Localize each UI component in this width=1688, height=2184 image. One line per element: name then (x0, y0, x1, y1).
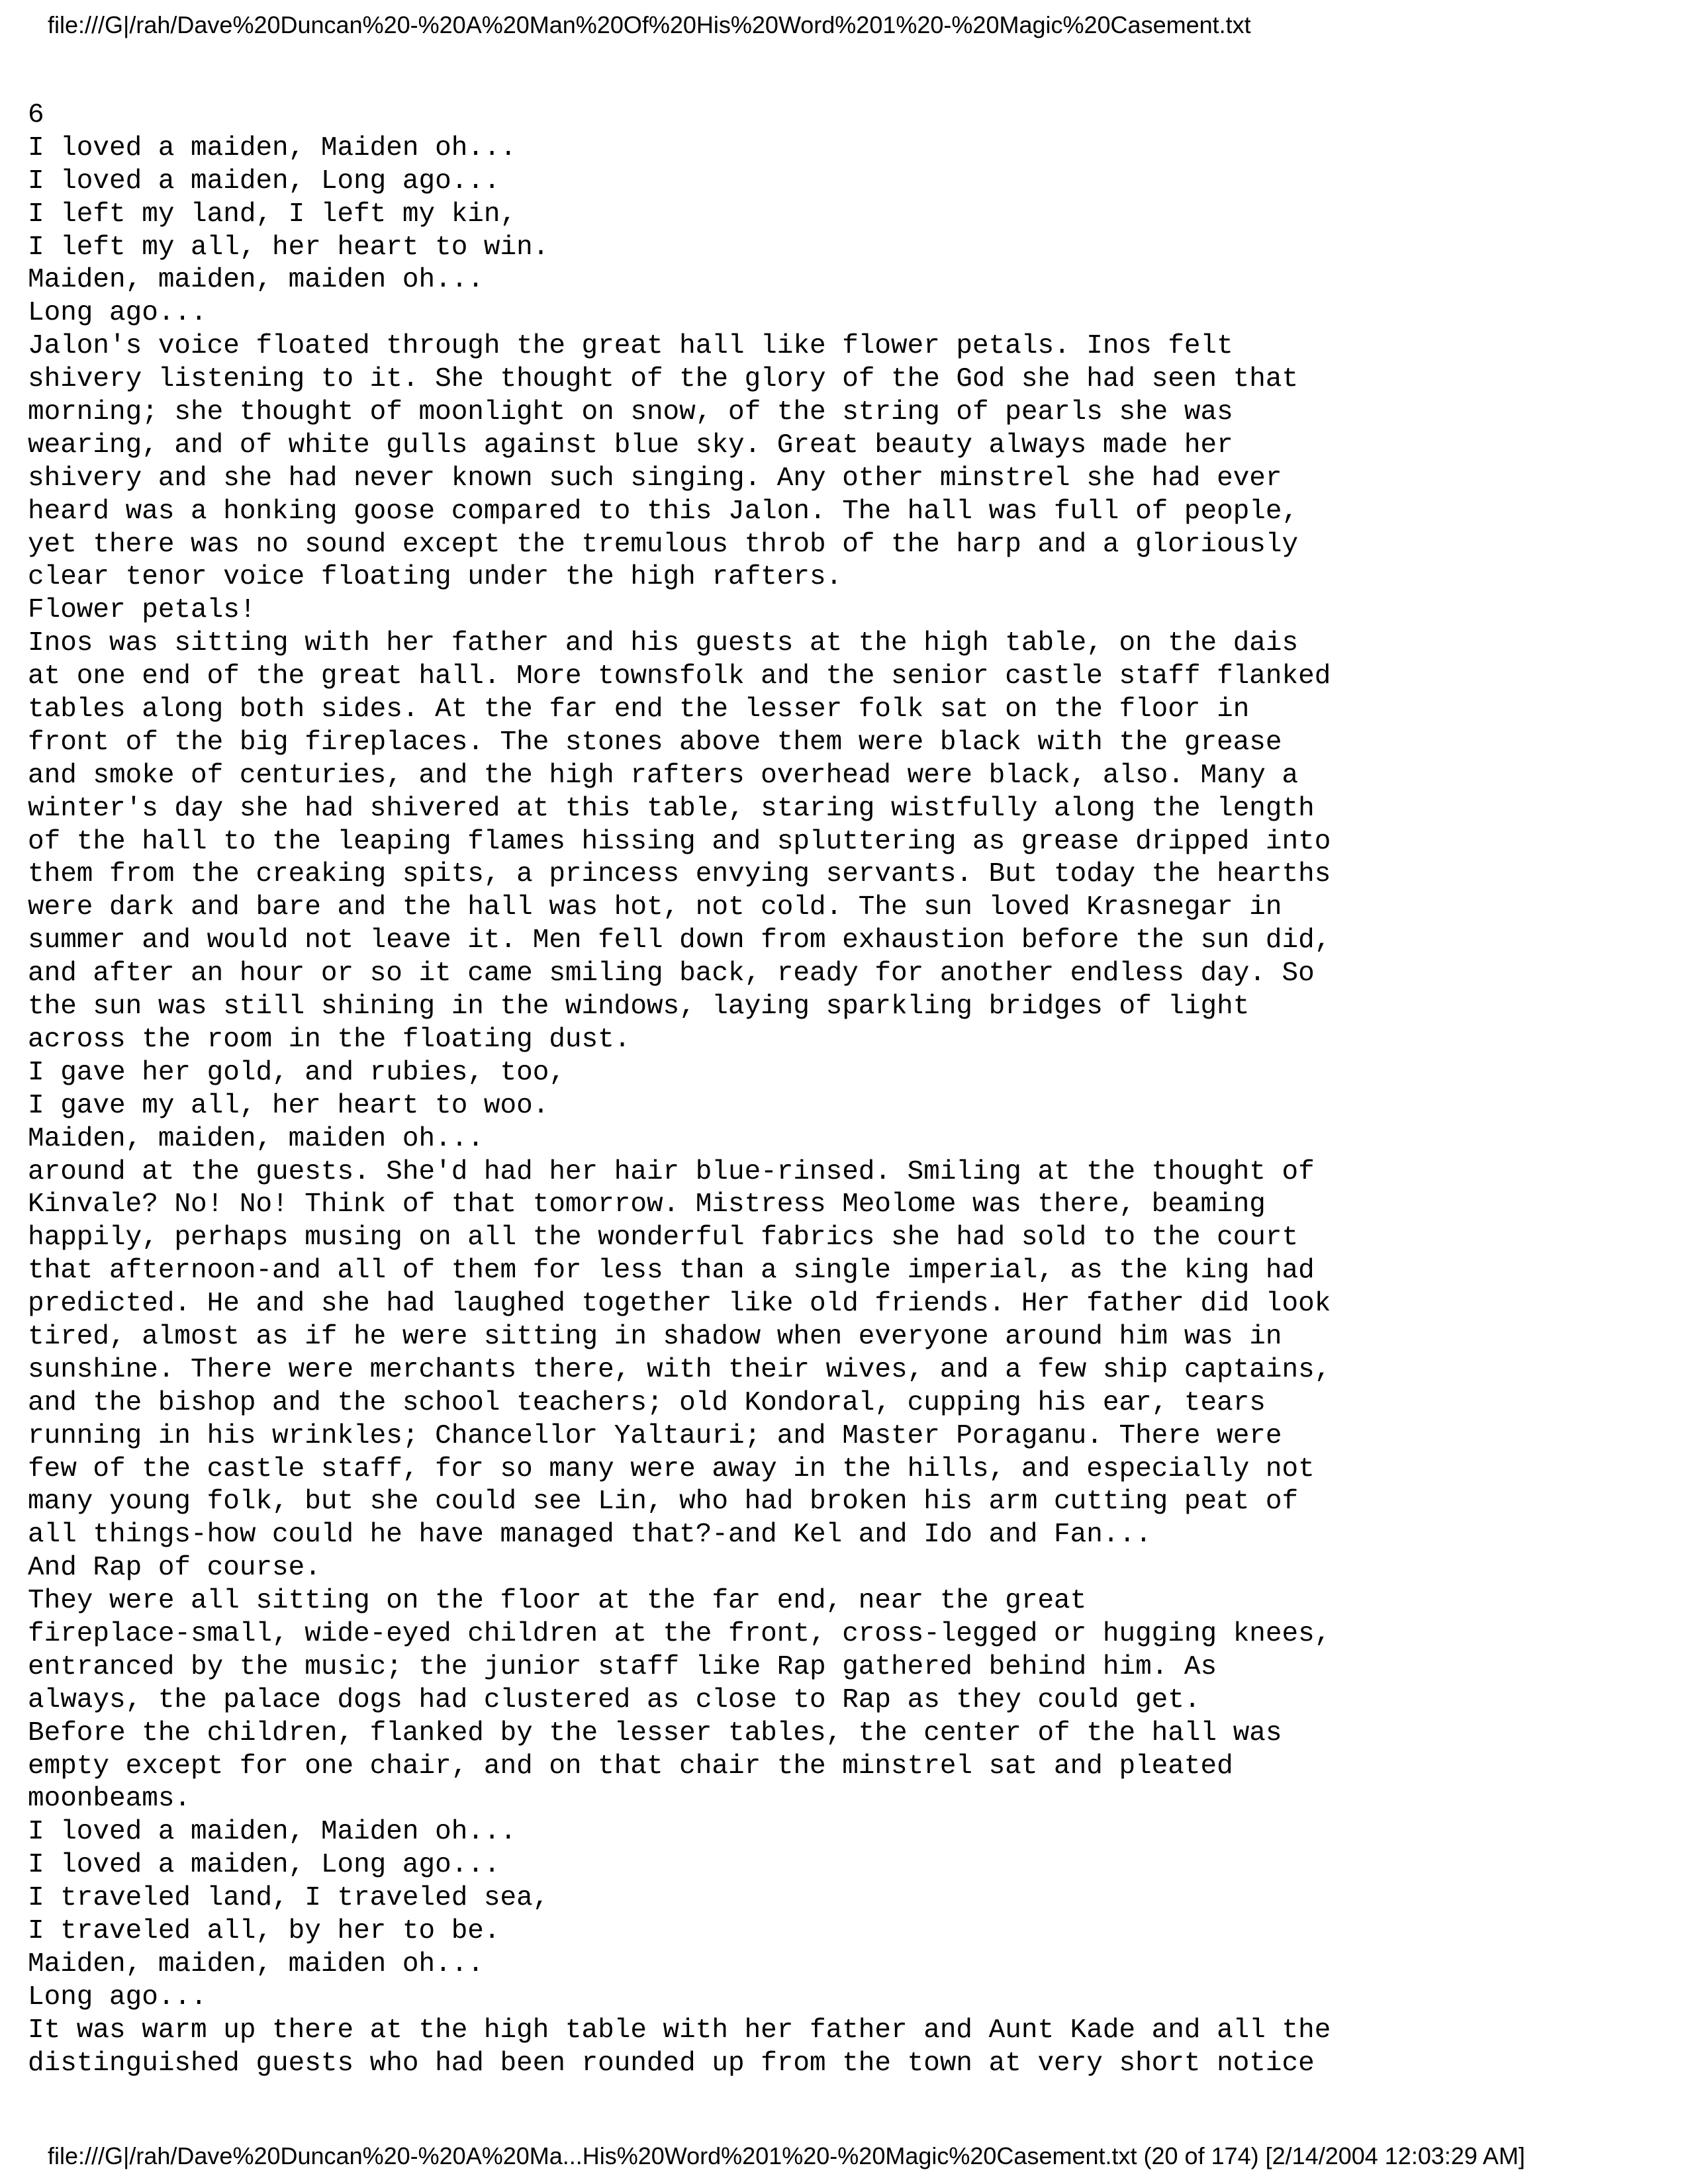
text-line: were dark and bare and the hall was hot, not cold. The sun loved Krasnegar in (28, 892, 1282, 923)
text-line: of the hall to the leaping flames hissing and spluttering as grease dripped into (28, 826, 1331, 857)
text-line: heard was a honking goose compared to this Jalon. The hall was full of people, (28, 496, 1299, 527)
text-line: shivery and she had never known such singing. Any other minstrel she had ever (28, 463, 1282, 494)
text-line: predicted. He and she had laughed together like old friends. Her father did look (28, 1289, 1331, 1320)
text-line: many young folk, but she could see Lin, who had broken his arm cutting peat of (28, 1486, 1299, 1518)
text-line: Jalon's voice floated through the great hall like flower petals. Inos felt (28, 331, 1233, 362)
text-line: I gave her gold, and rubies, too, (28, 1057, 565, 1088)
text-line: Maiden, maiden, maiden oh... (28, 1948, 484, 1979)
text-line: I left my all, her heart to win. (28, 232, 549, 263)
text-line: empty except for one chair, and on that chair the minstrel sat and pleated (28, 1751, 1233, 1782)
text-line: tired, almost as if he were sitting in shadow when everyone around him was in (28, 1321, 1282, 1352)
text-line: They were all sitting on the floor at the far end, near the great (28, 1586, 1087, 1617)
text-line: I loved a maiden, Long ago... (28, 1850, 500, 1881)
text-line: I loved a maiden, Maiden oh... (28, 132, 517, 163)
text-line: I loved a maiden, Long ago... (28, 165, 500, 197)
text-line: Long ago... (28, 1981, 207, 2013)
text-line: at one end of the great hall. More townsfolk and the senior castle staff flanked (28, 661, 1331, 692)
text-line: front of the big fireplaces. The stones above them were black with the grease (28, 727, 1282, 758)
text-line: few of the castle staff, for so many were away in the hills, and especially not (28, 1453, 1315, 1484)
text-line: I gave my all, her heart to woo. (28, 1090, 549, 1121)
text-line: fireplace-small, wide-eyed children at the front, cross-legged or hugging knees, (28, 1618, 1331, 1649)
text-line: all things-how could he have managed that?-and Kel and Ido and Fan... (28, 1520, 1152, 1551)
document-body (28, 99, 1656, 2080)
text-line: morning; she thought of moonlight on snow, of the string of pearls she was (28, 397, 1233, 428)
text-line: and the bishop and the school teachers; old Kondoral, cupping his ear, tears (28, 1387, 1266, 1418)
text-line: clear tenor voice floating under the high rafters. (28, 562, 843, 593)
text-line: wearing, and of white gulls against blue sky. Great beauty always made her (28, 430, 1233, 461)
text-line: around at the guests. She'd had her hair blue-rinsed. Smiling at the thought of (28, 1156, 1315, 1187)
text-line: Before the children, flanked by the lesser tables, the center of the hall was (28, 1717, 1282, 1749)
text-line: I traveled all, by her to be. (28, 1915, 500, 1946)
text-line: across the room in the floating dust. (28, 1024, 631, 1055)
text-line: Flower petals! (28, 595, 256, 626)
text-line: I left my land, I left my kin, (28, 199, 517, 230)
text-line: the sun was still shining in the windows, laying sparkling bridges of light (28, 991, 1250, 1023)
text-line: Long ago... (28, 298, 207, 329)
text-line: Maiden, maiden, maiden oh... (28, 1123, 484, 1154)
header-file-url: file:///G|/rah/Dave%20Duncan%20-%20A%20Man%20Of%20His%20Word%201%20-%20Magic%20Casement.txt (48, 11, 1251, 38)
text-line: and after an hour or so it came smiling back, ready for another endless day. So (28, 958, 1315, 989)
text-line: entranced by the music; the junior staff like Rap gathered behind him. As (28, 1651, 1217, 1682)
text-line: running in his wrinkles; Chancellor Yaltauri; and Master Poraganu. There were (28, 1420, 1282, 1451)
text-line: distinguished guests who had been rounded up from the town at very short notice (28, 2048, 1315, 2079)
text-line: them from the creaking spits, a princess envying servants. But today the hearths (28, 859, 1331, 890)
text-line: I loved a maiden, Maiden oh... (28, 1817, 517, 1848)
text-line: Kinvale? No! No! Think of that tomorrow. Mistress Meolome was there, beaming (28, 1189, 1266, 1220)
footer-file-url: file:///G|/rah/Dave%20Duncan%20-%20A%20Ma...His%20Word%201%20-%20Magic%20Casement.txt (20 of 174) [2/14/2004 12:03:29 AM] (48, 2142, 1525, 2169)
text-line: happily, perhaps musing on all the wonderful fabrics she had sold to the court (28, 1222, 1299, 1253)
text-line: It was warm up there at the high table with her father and Aunt Kade and all the (28, 2015, 1331, 2046)
text-line: I traveled land, I traveled sea, (28, 1883, 549, 1914)
text-line: tables along both sides. At the far end the lesser folk sat on the floor in (28, 694, 1250, 725)
text-line: sunshine. There were merchants there, with their wives, and a few ship captains, (28, 1354, 1331, 1385)
text-line: shivery listening to it. She thought of the glory of the God she had seen that (28, 364, 1299, 395)
text-line: yet there was no sound except the tremulous throb of the harp and a gloriously (28, 529, 1299, 560)
text-line: summer and would not leave it. Men fell down from exhaustion before the sun did, (28, 925, 1331, 956)
text-line: always, the palace dogs had clustered as close to Rap as they could get. (28, 1684, 1201, 1715)
text-line: Maiden, maiden, maiden oh... (28, 265, 484, 296)
text-line: and smoke of centuries, and the high rafters overhead were black, also. Many a (28, 760, 1299, 791)
text-line: Inos was sitting with her father and his guests at the high table, on the dais (28, 628, 1299, 659)
text-line: moonbeams. (28, 1784, 191, 1815)
text-line: that afternoon-and all of them for less than a single imperial, as the king had (28, 1255, 1315, 1287)
text-line: winter's day she had shivered at this table, staring wistfully along the length (28, 793, 1315, 824)
text-line: 6 (28, 100, 44, 130)
text-line: And Rap of course. (28, 1553, 321, 1584)
